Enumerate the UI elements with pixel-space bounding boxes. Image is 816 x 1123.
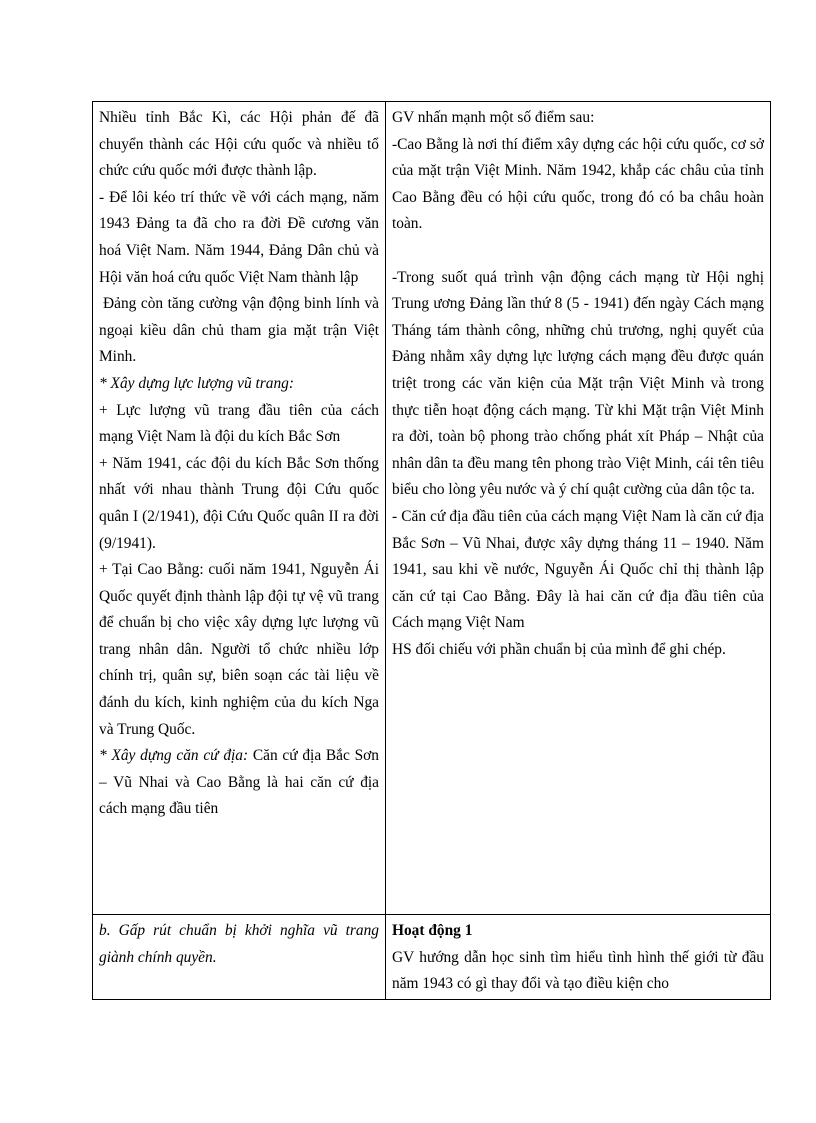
section-heading: * Xây dựng lực lượng vũ trang: (99, 374, 294, 392)
content-cell (93, 915, 386, 1000)
lesson-table (92, 101, 771, 1000)
section-heading: * Xây dựng căn cứ địa: (99, 747, 249, 765)
paragraph: + Năm 1941, các đội du kích Bắc Sơn thống nhất với nhau thành Trung đội Cứu quốc quân I (2/1941), đội Cứu Quốc quân II ra đời (9/1941). (99, 454, 379, 552)
blank-line (392, 238, 764, 265)
paragraph: Nhiều tỉnh Bắc Kì, các Hội phản đế đã chuyển thành các Hội cứu quốc và nhiều tổ chức cứu quốc mới được thành lập. (99, 109, 379, 180)
paragraph: -Cao Bằng là nơi thí điểm xây dựng các hội cứu quốc, cơ sở của mặt trận Việt Minh. Năm 1942, khắp các châu của tỉnh Cao Bằng đều có hội cứu quốc, trong đó có ba châu hoàn toàn. (392, 135, 764, 233)
paragraph: + Lực lượng vũ trang đầu tiên của cách mạng Việt Nam là đội du kích Bắc Sơn (99, 401, 379, 446)
table-row (93, 102, 771, 915)
paragraph: GV nhấn mạnh một số điểm sau: (392, 109, 595, 126)
paragraph: Đảng còn tăng cường vận động binh lính và ngoại kiều dân chủ tham gia mặt trận Việt Minh. (99, 295, 379, 366)
activity-cell (386, 915, 771, 1000)
content-cell (93, 102, 386, 915)
paragraph: + Tại Cao Bằng: cuối năm 1941, Nguyễn Ái Quốc quyết định thành lập đội tự vệ vũ trang để chuẩn bị cho việc xây dựng lực lượng vũ trang nhân dân. Người tổ chức nhiều lớp chính trị, quân sự, biên soạn các tài liệu về đánh du kích, kinh nghiệm của du kích Nga và Trung Quốc. (99, 561, 379, 738)
paragraph: -Trong suốt quá trình vận động cách mạng từ Hội nghị Trung ương Đảng lần thứ 8 (5 - 1941) đến ngày Cách mạng Tháng tám thành công, những chủ trương, nghị quyết của Đảng nhằm xây dựng lực lượng cách mạng đều được quán triệt trong các văn kiện của Mặt trận Việt Minh và trong thực tiễn hoạt động cách mạng. Từ khi Mặt trận Việt Minh ra đời, toàn bộ phong trào chống phát xít Pháp – Nhật của nhân dân ta đều mang tên phong trào Việt Minh, cái tên tiêu biểu cho lòng yêu nước và ý chí quật cường của dân tộc ta. (392, 268, 764, 499)
paragraph: - Để lôi kéo trí thức về với cách mạng, năm 1943 Đảng ta đã cho ra đời Đề cương văn hoá Việt Nam. Năm 1944, Đảng Dân chủ và Hội văn hoá cứu quốc Việt Nam thành lập (99, 188, 379, 286)
paragraph: HS đối chiếu với phần chuẩn bị của mình để ghi chép. (392, 640, 726, 658)
table-row (93, 915, 771, 1000)
section-heading: b. Gấp rút chuẩn bị khởi nghĩa vũ trang giành chính quyền. (99, 922, 379, 966)
activity-cell (386, 102, 771, 915)
paragraph-text: Căn cứ địa Bắc Sơn – Vũ Nhai và Cao Bằng là hai căn cứ địa cách mạng đầu tiên (99, 747, 379, 818)
paragraph (99, 743, 379, 823)
paragraph: GV hướng dẫn học sinh tìm hiểu tình hình thế giới từ đầu năm 1943 có gì thay đổi và tạo điều kiện cho (392, 948, 764, 993)
activity-title: Hoạt động 1 (392, 922, 473, 939)
paragraph: - Căn cứ địa đầu tiên của cách mạng Việt Nam là căn cứ địa Bắc Sơn – Vũ Nhai, được xây dựng tháng 11 – 1940. Năm 1941, sau khi về nước, Nguyễn Ái Quốc chỉ thị thành lập căn cứ tại Cao Bằng. Đây là hai căn cứ địa đầu tiên của Cách mạng Việt Nam (392, 507, 764, 632)
